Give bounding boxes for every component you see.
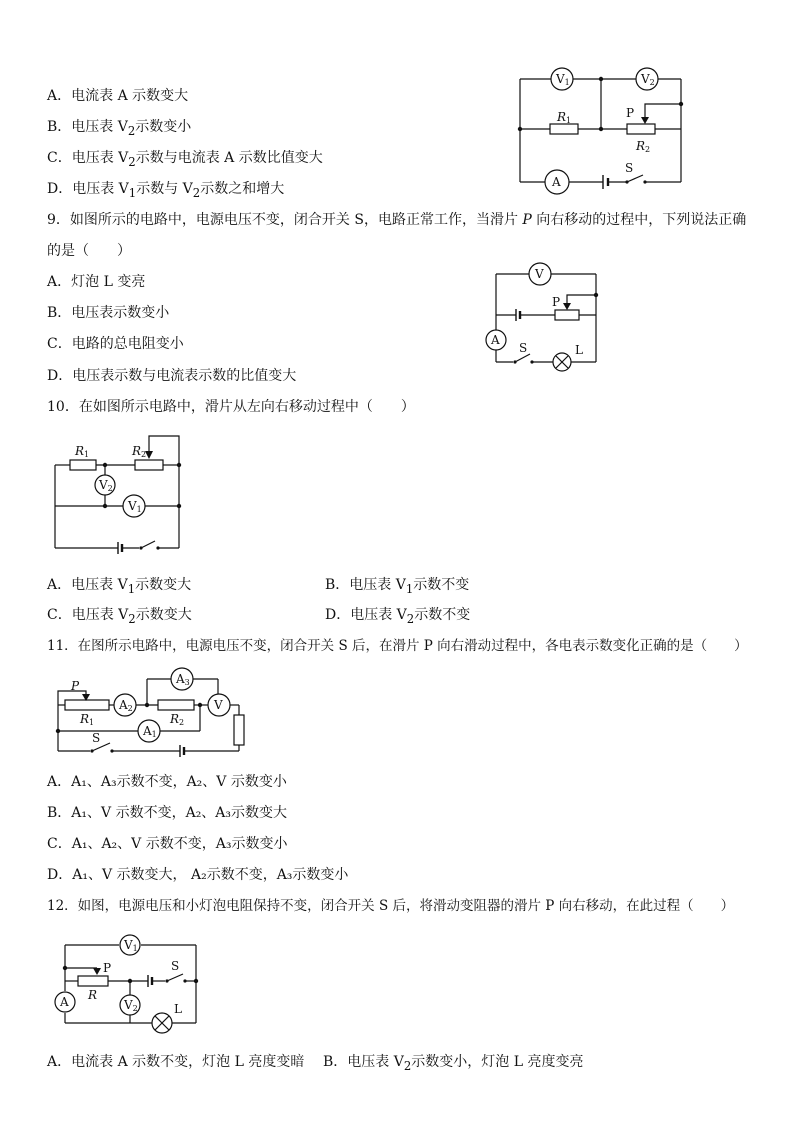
q12-slider-arrow bbox=[93, 968, 101, 975]
svg-text:V: V bbox=[214, 698, 223, 712]
q10-option-d: D．电压表 $V_2$示数不变 bbox=[325, 607, 471, 626]
q10-option-a: A．电压表 $V_1$示数变大 bbox=[47, 577, 192, 596]
svg-text:R: R bbox=[88, 988, 98, 1002]
q11-circuit-diagram bbox=[50, 665, 250, 760]
q8-option-d: D．电压表 $V_1$示数与 $V_2$示数之和增大 bbox=[47, 181, 285, 200]
q8-slider-arrow bbox=[641, 117, 649, 124]
q10-slider-arrow bbox=[145, 451, 153, 459]
q9-stem-line1: 9．如图所示的电路中，电源电压不变，闭合开关 S，电路正常工作，当滑片 P 向右移动的过程中，下列说法正确 bbox=[47, 212, 747, 228]
q11-stem: 11．在图所示电路中，电源电压不变，闭合开关 S 后，在滑片 P 向右滑动过程中，各电表示数变化正确的是（ ） bbox=[47, 638, 748, 654]
q10-r2-rheostat bbox=[135, 460, 163, 470]
q9-option-b: B．电压表示数变小 bbox=[47, 305, 170, 321]
svg-text:L: L bbox=[575, 343, 583, 357]
q8-p-label: P bbox=[626, 106, 635, 120]
svg-text:V1: V1 bbox=[128, 499, 142, 514]
svg-text:V2: V2 bbox=[99, 478, 113, 493]
q11-option-d: D．A₁、V 示数变大， A₂示数不变，A₃示数变小 bbox=[47, 867, 349, 883]
q9-option-d: D．电压表示数与电流表示数的比值变大 bbox=[47, 368, 297, 384]
q8-option-b: B．电压表 $V_2$示数变小 bbox=[47, 119, 192, 138]
q11-option-a: A．A₁、A₃示数不变，A₂、V 示数变小 bbox=[47, 774, 287, 790]
q9-slider-arrow bbox=[563, 303, 571, 310]
q11-option-c: C．A₁、A₂、V 示数不变，A₃示数变小 bbox=[47, 836, 288, 852]
q12-r-rheostat bbox=[78, 976, 108, 986]
q8-r2-rheostat bbox=[627, 124, 655, 134]
svg-text:S: S bbox=[519, 341, 528, 355]
svg-text:R2: R2 bbox=[132, 444, 147, 459]
q10-circuit-diagram bbox=[45, 432, 190, 557]
q8-r1-label: R1 bbox=[557, 110, 572, 125]
q11-r1-rheostat bbox=[65, 700, 109, 710]
svg-text:A1: A1 bbox=[143, 724, 157, 739]
svg-text:P: P bbox=[103, 961, 112, 975]
q8-s-label: S bbox=[625, 161, 634, 175]
q9-circuit-diagram bbox=[480, 260, 610, 375]
svg-text:V2: V2 bbox=[641, 72, 655, 87]
q8-option-c: C．电压表 $V_2$示数与电流表 A 示数比值变大 bbox=[47, 150, 323, 169]
svg-text:A: A bbox=[60, 995, 69, 1009]
q9-r2-rheostat bbox=[555, 310, 579, 320]
q12-option-b: B．电压表 $V_2$示数变小，灯泡 L 亮度变亮 bbox=[323, 1054, 584, 1073]
svg-text:A: A bbox=[552, 175, 561, 189]
svg-text:S: S bbox=[92, 731, 101, 745]
svg-text:V1: V1 bbox=[556, 72, 570, 87]
svg-text:V2: V2 bbox=[124, 998, 138, 1013]
svg-text:P: P bbox=[552, 295, 561, 309]
q8-option-a: A．电流表 A 示数变大 bbox=[47, 88, 189, 104]
svg-text:V1: V1 bbox=[124, 938, 138, 953]
svg-text:S: S bbox=[171, 959, 180, 973]
q10-r1-resistor bbox=[70, 460, 96, 470]
svg-text:R1: R1 bbox=[80, 712, 95, 727]
svg-text:L: L bbox=[174, 1002, 182, 1016]
q11-option-b: B．A₁、V 示数不变，A₂、A₃示数变大 bbox=[47, 805, 288, 821]
q11-r2-resistor bbox=[158, 700, 194, 710]
svg-text:V: V bbox=[535, 267, 544, 281]
svg-text:P: P bbox=[71, 679, 80, 693]
q11-r3-resistor bbox=[234, 715, 244, 745]
q8-r1-resistor bbox=[550, 124, 578, 134]
svg-text:R1: R1 bbox=[75, 444, 90, 459]
svg-text:A: A bbox=[491, 333, 500, 347]
svg-text:A2: A2 bbox=[119, 698, 133, 713]
svg-text:A3: A3 bbox=[176, 672, 190, 687]
q10-stem: 10．在如图所示电路中，滑片从左向右移动过程中（ ） bbox=[47, 399, 415, 415]
q9-option-a: A．灯泡 L 变亮 bbox=[47, 274, 146, 290]
q10-option-b: B．电压表 $V_1$示数不变 bbox=[325, 577, 470, 596]
q12-circuit-diagram bbox=[50, 933, 210, 1038]
q10-option-c: C．电压表 $V_2$示数变大 bbox=[47, 607, 192, 626]
q8-circuit-diagram bbox=[505, 62, 695, 197]
q9-stem-line2: 的是（ ） bbox=[47, 243, 131, 259]
q12-option-a: A．电流表 A 示数不变，灯泡 L 亮度变暗 bbox=[47, 1054, 305, 1070]
q8-r2-label: R2 bbox=[636, 139, 651, 154]
svg-text:R2: R2 bbox=[170, 712, 185, 727]
q12-stem: 12．如图，电源电压和小灯泡电阻保持不变，闭合开关 S 后，将滑动变阻器的滑片 P 向右移动，在此过程（ ） bbox=[47, 898, 735, 914]
q9-option-c: C．电路的总电阻变小 bbox=[47, 336, 184, 352]
